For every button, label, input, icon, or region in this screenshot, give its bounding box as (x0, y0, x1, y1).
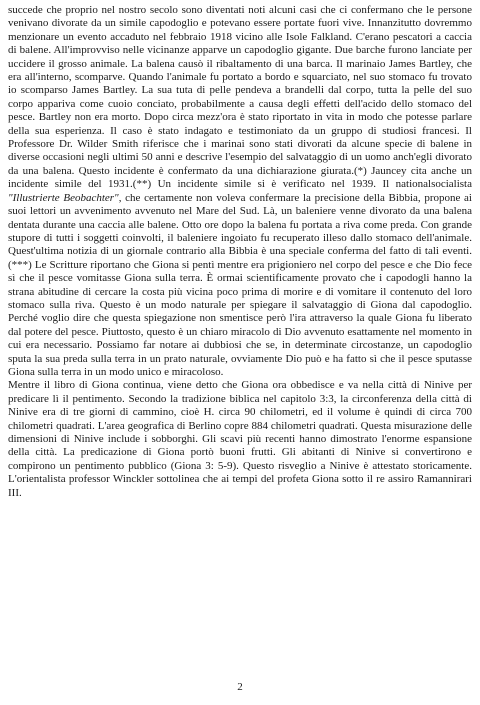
magazine-title: "Illustrierte Beobachter" (8, 191, 119, 204)
paragraph-text: , che certamente non voleva confermare la precisione della Bibbia, propone ai suoi lettori un avvenimento avvenuto nel Mare del Sud. Là, un baleniere venne divorato da una balena dentata durante una caccia alle balene. Otto ore dopo la balena fu portata a riva come preda. Con grande stupore di tutti i soggetti coinvolti, il baleniere ingoiato fu recuperato illeso dallo stomaco dell'animale. Quest'ultima notizia di un giornale contrario alla Bibbia è una speciale conferma del fatto di tali eventi. (***) Le Scritture riportano che Giona si pentì mentre era prigioniero nel corpo del pesce e che Dio fece sì che il pesce vomitasse Giona sulla terra. È ormai scientificamente provato che i capodogli hanno la strana abitudine di cercare la costa più vicina poco prima di morire e di vomitare il contenuto del loro stomaco sulla riva. Questo è un modo naturale per spiegare il salvataggio di Giona dal capodoglio. Perché voglio dire che questa spiegazione non smentisce però l'ira attraverso la quale Giona fu liberato dal potere del pesce. Piuttosto, questo è un chiaro miracolo di Dio avvenuto esattamente nel momento in cui era necessario. Possiamo far notare ai dubbiosi che se, in determinate circostanze, un capodoglio sputa la sua preda sulla terra in un prato naturale, ovviamente Dio può e ha fatto sì che il pesce sputasse Giona sulla terra in un modo unico e miracoloso. (8, 191, 472, 378)
paragraph-text: succede che proprio nel nostro secolo sono diventati noti alcuni casi che ci confermano che le persone venivano divorate da un simile capodoglio e potevano essere portate fuori vive. Innanzitutto dovremmo menzionare un evento accaduto nel febbraio 1918 vicino alle Isole Falkland. C'erano pescatori a caccia di balene. All'improvviso nelle vicinanze apparve un capodoglio gigante. Due barche furono lanciate per uccidere il grosso animale. La balena causò il ribaltamento di una barca. Il marinaio James Bartley, che era all'interno, scomparve. Quando l'animale fu portato a bordo e squarciato, nel suo stomaco fu trovato io scomparso James Bartley. La sua tuta di pelle pendeva a brandelli dal corpo, tutta la pelle del suo corpo appariva come cuoio conciato, probabilmente a causa degli effetti dell'acido dello stomaco del pesce. Bartley non era morto. Dopo circa mezz'ora è stato riportato in vita in modo che potesse parlare della sua esperienza. Il caso è stato indagato e testimoniato da un gruppo di studiosi francesi. Il Professore Dr. Wilder Smith riferisce che i marinai sono stati divorati da alcune specie di balene in diverse occasioni negli ultimi 50 anni e descrive l'esempio del salvataggio di un uomo anch'egli divorato da una balena. Questo incidente è confermato da una dichiarazione giurata.(*) Jauncey cita anche un incidente simile del 1931.(**) Un incidente simile si è verificato nel 1939. Il nationalsocialista (8, 4, 472, 191)
paragraph-whale-accounts (8, 4, 472, 379)
paragraph-nineveh: Mentre il libro di Giona continua, viene detto che Giona ora obbedisce e va nella città di Ninive per predicare lì il pentimento. Secondo la tradizione biblica nel capitolo 3:3, la circonferenza della città di Ninive era di tre giorni di cammino, cioè H. circa 90 chilometri, ed il volume è quindi di circa 700 chilometri quadrati. L'area geografica di Berlino copre 884 chilometri quadrati. Questa misurazione delle dimensioni di Ninive include i sobborghi. Gli scavi più recenti hanno dimostrato l'enorme espansione della città. La predicazione di Giona portò buoni frutti. Gli abitanti di Ninive si convertirono e compirono un pentimento pubblico (Giona 3: 5-9). Questo risveglio a Ninive è attestato storicamente. L'orientalista professor Winckler sottolinea che ai tempi del profeta Giona sotto il re assiro Ramannirari III. (8, 379, 472, 499)
page-number: 2 (237, 681, 243, 693)
document-page (8, 4, 472, 500)
